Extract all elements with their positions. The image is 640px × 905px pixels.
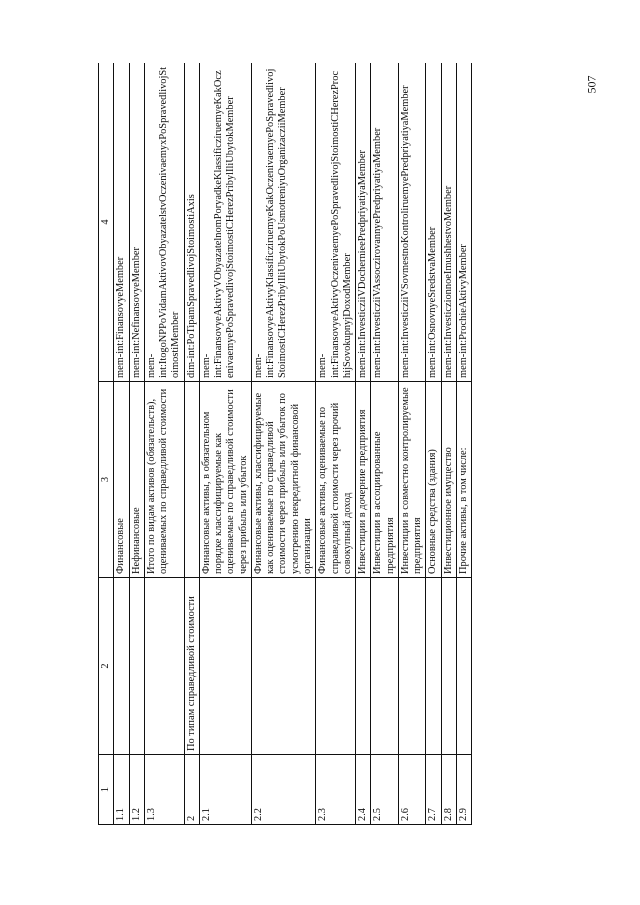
group-cell bbox=[199, 578, 251, 755]
group-cell bbox=[426, 578, 441, 755]
group-cell: По типам справедливой стоимости bbox=[184, 578, 199, 755]
taxonomy-code-cell: mem-int:FinansovyeMember bbox=[114, 63, 129, 382]
item-name-cell: Финансовые активы, классифицируемые как оцениваемые по справедливой стоимости через прибыль или убыток по усмотрению некредитной финансовой организации bbox=[251, 382, 315, 578]
row-number-cell: 2.7 bbox=[426, 755, 441, 825]
taxonomy-code-cell: mem-int:InvesticziiVDochernieePredpriyatiyaMember bbox=[356, 63, 371, 382]
header-cell: 3 bbox=[99, 382, 114, 578]
table-row bbox=[398, 63, 426, 825]
rotated-table-page bbox=[98, 63, 552, 825]
row-number-cell: 2.2 bbox=[251, 755, 315, 825]
taxonomy-code-cell: mem-int:ItogoNPPoVidamAktivovObyazatelstvOczenivaemyxPoSpravedlivojStoimostiMember bbox=[144, 63, 184, 382]
table-row bbox=[456, 63, 471, 825]
row-number-cell: 1.3 bbox=[144, 755, 184, 825]
row-number-cell: 2 bbox=[184, 755, 199, 825]
table-row bbox=[251, 63, 315, 825]
table-row bbox=[199, 63, 251, 825]
taxonomy-code-cell: mem-int:FinansovyeAktivyVObyazatelnomPoryadkeKlassificziruemyeKakOczenivaemyePoSpravedlivojStoimostiCHerezPribylIliUbytokMember bbox=[199, 63, 251, 382]
taxonomy-table bbox=[98, 63, 472, 825]
table-row bbox=[356, 63, 371, 825]
table-row bbox=[371, 63, 399, 825]
item-name-cell: Инвестиции в совместно контролируемые предприятия bbox=[398, 382, 426, 578]
item-name-cell: Нефинансовые bbox=[129, 382, 144, 578]
taxonomy-code-cell: mem-int:InvesticziiVAssoczirovannyePredpriyatiyaMember bbox=[371, 63, 399, 382]
group-cell bbox=[398, 578, 426, 755]
row-number-cell: 2.8 bbox=[441, 755, 456, 825]
group-cell bbox=[251, 578, 315, 755]
item-name-cell: Финансовые активы, в обязательном порядке классифицируемые как оцениваемые по справедливой стоимости через прибыль или убыток bbox=[199, 382, 251, 578]
header-cell: 2 bbox=[99, 578, 114, 755]
taxonomy-code-cell: dim-int:PoTipamSpravedlivojStoimostiAxis bbox=[184, 63, 199, 382]
table-row bbox=[441, 63, 456, 825]
group-cell bbox=[371, 578, 399, 755]
item-name-cell bbox=[184, 382, 199, 578]
table-row bbox=[114, 63, 129, 825]
item-name-cell: Инвестиционное имущество bbox=[441, 382, 456, 578]
item-name-cell: Итого по видам активов (обязательств), оцениваемых по справедливой стоимости bbox=[144, 382, 184, 578]
row-number-cell: 2.9 bbox=[456, 755, 471, 825]
item-name-cell: Финансовые активы, оцениваемые по справедливой стоимости через прочий совокупный доход bbox=[316, 382, 356, 578]
page-number-text: 507 bbox=[584, 75, 599, 93]
row-number-cell: 2.4 bbox=[356, 755, 371, 825]
row-number-cell: 2.1 bbox=[199, 755, 251, 825]
group-cell bbox=[441, 578, 456, 755]
group-cell bbox=[356, 578, 371, 755]
item-name-cell: Инвестиции в дочерние предприятия bbox=[356, 382, 371, 578]
taxonomy-code-cell: mem-int:InvesticzionnoeImushhestvoMember bbox=[441, 63, 456, 382]
document-table-area bbox=[98, 63, 552, 825]
row-number-cell: 1.1 bbox=[114, 755, 129, 825]
taxonomy-code-cell: mem-int:FinansovyeAktivyOczenivaemyePoSpravedlivojStoimostiCHerezProchijSovokupnyjDoxodMember bbox=[316, 63, 356, 382]
row-number-cell: 2.6 bbox=[398, 755, 426, 825]
page-number bbox=[577, 64, 607, 104]
table-row bbox=[129, 63, 144, 825]
item-name-cell: Основные средства (здания) bbox=[426, 382, 441, 578]
item-name-cell: Прочие активы, в том числе: bbox=[456, 382, 471, 578]
taxonomy-code-cell: mem-int:OsnovnyeSredstvaMember bbox=[426, 63, 441, 382]
group-cell bbox=[456, 578, 471, 755]
group-cell bbox=[316, 578, 356, 755]
taxonomy-code-cell: mem-int:InvesticziiVSovmestnoKontroliruemyePredpriyatiyaMember bbox=[398, 63, 426, 382]
table-row bbox=[144, 63, 184, 825]
row-number-cell: 2.5 bbox=[371, 755, 399, 825]
taxonomy-code-cell: mem-int:FinansovyeAktivyKlassificziruemyeKakOczenivaemyePoSpravedlivojStoimostiCHerezPribylIliUbytokPoUsmotreniyuOrganizacziiMember bbox=[251, 63, 315, 382]
row-number-cell: 1.2 bbox=[129, 755, 144, 825]
item-name-cell: Финансовые bbox=[114, 382, 129, 578]
group-cell bbox=[129, 578, 144, 755]
table-row bbox=[184, 63, 199, 825]
group-cell bbox=[114, 578, 129, 755]
header-cell: 4 bbox=[99, 63, 114, 382]
taxonomy-code-cell: mem-int:NefinansovyeMember bbox=[129, 63, 144, 382]
item-name-cell: Инвестиции в ассоциированные предприятия bbox=[371, 382, 399, 578]
taxonomy-code-cell: mem-int:ProchieAktivyMember bbox=[456, 63, 471, 382]
group-cell bbox=[144, 578, 184, 755]
table-header-row bbox=[99, 63, 114, 825]
table-row bbox=[316, 63, 356, 825]
header-cell: 1 bbox=[99, 755, 114, 825]
table-row bbox=[426, 63, 441, 825]
row-number-cell: 2.3 bbox=[316, 755, 356, 825]
